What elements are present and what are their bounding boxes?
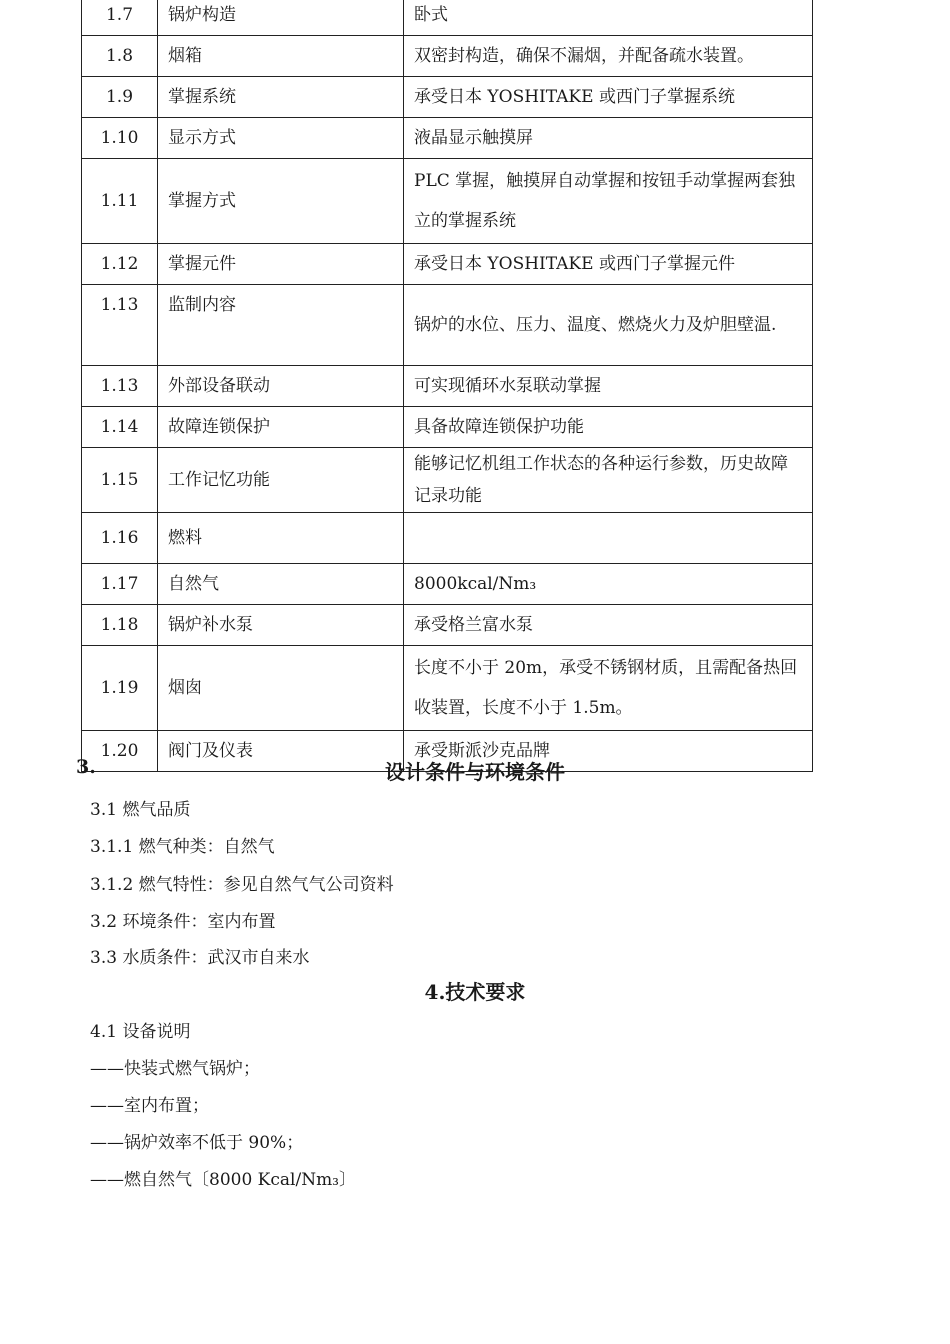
row-number: 1.13 <box>82 285 158 366</box>
row-value <box>404 513 813 564</box>
row-number: 1.17 <box>82 564 158 605</box>
table-row <box>82 159 813 244</box>
row-item: 外部设备联动 <box>158 366 404 407</box>
row-number: 1.9 <box>82 77 158 118</box>
section-3-line: 3.2 环境条件：室内布置 <box>90 912 276 932</box>
table-row <box>82 77 813 118</box>
section-3-title: 设计条件与环境条件 <box>385 760 565 784</box>
row-value: 承受日本 YOSHITAKE 或西门子掌握元件 <box>404 244 813 285</box>
table-row <box>82 513 813 564</box>
table-row <box>82 244 813 285</box>
row-number: 1.13 <box>82 366 158 407</box>
row-item: 自然气 <box>158 564 404 605</box>
row-value: 锅炉的水位、压力、温度、燃烧火力及炉胆壁温. <box>404 285 813 366</box>
spec-table <box>81 0 813 772</box>
row-value: 8000kcal/Nm₃ <box>404 564 813 605</box>
section-4-line: ——锅炉效率不低于 90%； <box>90 1133 304 1153</box>
row-value: 承受格兰富水泵 <box>404 605 813 646</box>
row-item: 掌握方式 <box>158 159 404 244</box>
row-number: 1.7 <box>82 0 158 36</box>
table-row <box>82 564 813 605</box>
row-number: 1.10 <box>82 118 158 159</box>
table-row <box>82 36 813 77</box>
row-number: 1.20 <box>82 731 158 772</box>
row-value: 卧式 <box>404 0 813 36</box>
row-number: 1.16 <box>82 513 158 564</box>
row-value: 承受日本 YOSHITAKE 或西门子掌握系统 <box>404 77 813 118</box>
section-4-subheading: 4.1 设备说明 <box>90 1022 191 1042</box>
row-value: 液晶显示触摸屏 <box>404 118 813 159</box>
row-value: 长度不小于 20m，承受不锈钢材质，且需配备热回收装置，长度不小于 1.5m。 <box>404 646 813 731</box>
row-value: PLC 掌握，触摸屏自动掌握和按钮手动掌握两套独立的掌握系统 <box>404 159 813 244</box>
row-number: 1.12 <box>82 244 158 285</box>
section-3-number: 3. <box>76 756 96 778</box>
table-row <box>82 646 813 731</box>
table-row <box>82 366 813 407</box>
row-item: 故障连锁保护 <box>158 407 404 448</box>
table-row <box>82 118 813 159</box>
row-item: 显示方式 <box>158 118 404 159</box>
row-item: 燃料 <box>158 513 404 564</box>
row-number: 1.14 <box>82 407 158 448</box>
table-row <box>82 407 813 448</box>
section-3-line: 3.1.1 燃气种类：自然气 <box>90 837 275 857</box>
section-3-line: 3.1.2 燃气特性：参见自然气气公司资料 <box>90 875 394 895</box>
row-value: 承受斯派沙克品牌 <box>404 731 813 772</box>
row-item: 工作记忆功能 <box>158 448 404 513</box>
row-item: 锅炉构造 <box>158 0 404 36</box>
row-item: 掌握系统 <box>158 77 404 118</box>
section-4-title: 4.技术要求 <box>424 980 526 1004</box>
table-row <box>82 605 813 646</box>
row-item: 阀门及仪表 <box>158 731 404 772</box>
table-row <box>82 448 813 513</box>
section-3-line: 3.3 水质条件：武汉市自来水 <box>90 948 310 968</box>
row-value: 可实现循环水泵联动掌握 <box>404 366 813 407</box>
row-value: 能够记忆机组工作状态的各种运行参数，历史故障记录功能 <box>404 448 813 513</box>
section-4-line: ——室内布置； <box>90 1096 209 1116</box>
row-item: 监制内容 <box>158 285 404 366</box>
table-row <box>82 285 813 366</box>
section-3-line: 3.1 燃气品质 <box>90 800 191 820</box>
section-4-line: ——燃自然气〔8000 Kcal/Nm₃〕 <box>90 1170 356 1190</box>
row-number: 1.11 <box>82 159 158 244</box>
section-4-line: ——快装式燃气锅炉； <box>90 1059 260 1079</box>
row-number: 1.19 <box>82 646 158 731</box>
row-item: 锅炉补水泵 <box>158 605 404 646</box>
row-number: 1.15 <box>82 448 158 513</box>
row-number: 1.8 <box>82 36 158 77</box>
row-value: 具备故障连锁保护功能 <box>404 407 813 448</box>
row-item: 烟囱 <box>158 646 404 731</box>
table-row <box>82 0 813 36</box>
row-item: 掌握元件 <box>158 244 404 285</box>
row-item: 烟箱 <box>158 36 404 77</box>
row-value: 双密封构造，确保不漏烟，并配备疏水装置。 <box>404 36 813 77</box>
row-number: 1.18 <box>82 605 158 646</box>
